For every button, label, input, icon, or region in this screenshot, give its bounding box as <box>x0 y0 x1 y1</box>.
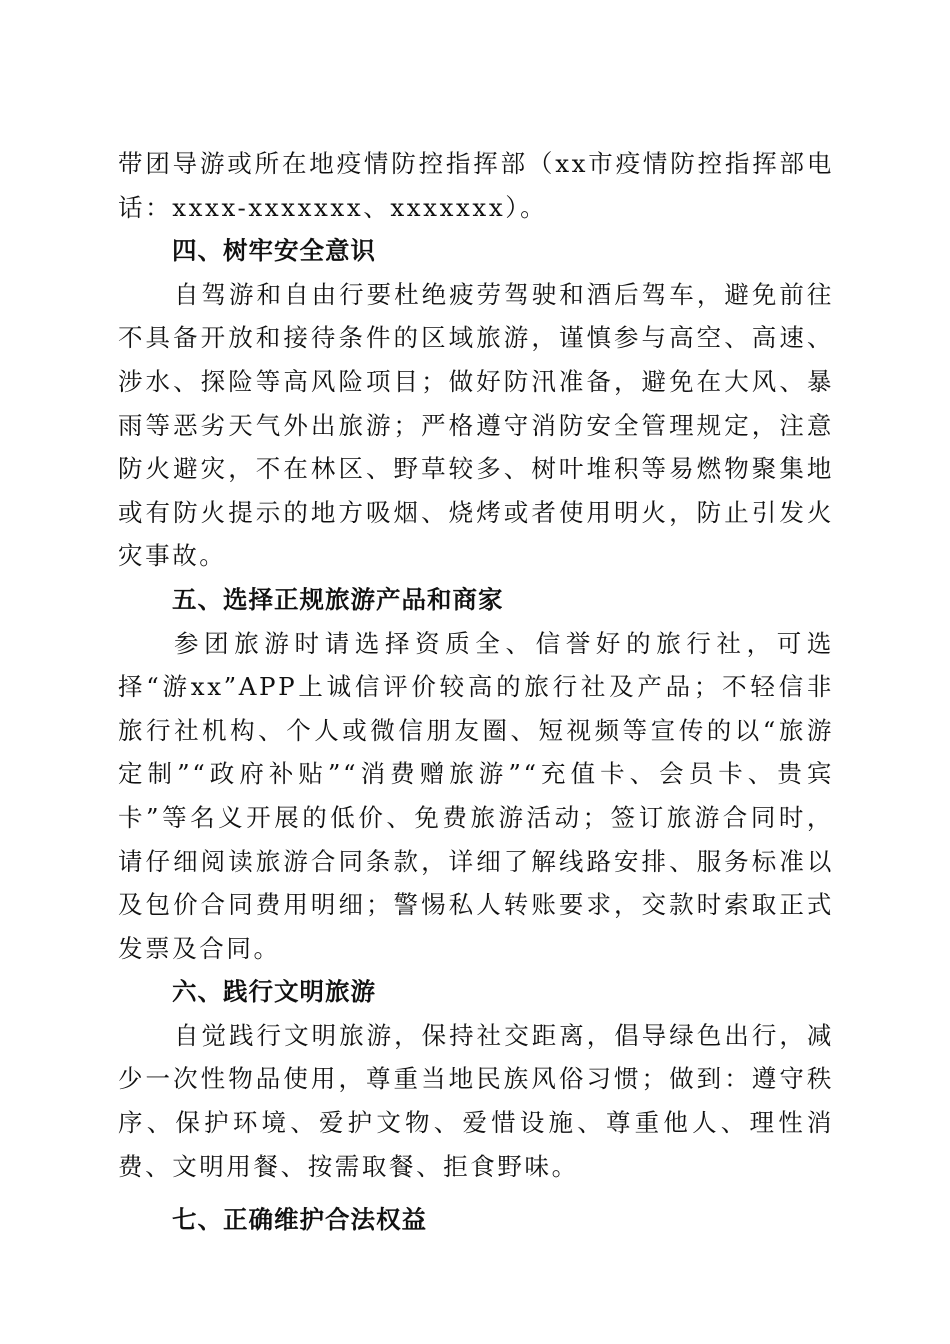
heading-section-6: 六、践行文明旅游 <box>172 977 376 1007</box>
heading-section-7: 七、正确维护合法权益 <box>172 1205 427 1235</box>
heading-section-4: 四、树牢安全意识 <box>172 236 376 266</box>
paragraph-civilized-tourism: 自觉践行文明旅游，保持社交距离，倡导绿色出行，减少一次性物品使用，尊重当地民族风俗习惯；做到：遵守秩序、保护环境、爱护文物、爱惜设施、尊重他人、理性消费、文明用餐、按需取餐、拒食野味。 <box>118 1020 834 1181</box>
document-body <box>118 142 834 1242</box>
paragraph-regular-products: 参团旅游时请选择资质全、信誉好的旅行社，可选择“游xx”APP上诚信评价较高的旅行社及产品；不轻信非旅行社机构、个人或微信朋友圈、短视频等宣传的以“旅游定制”“政府补贴”“消费赠旅游”“充值卡、会员卡、贵宾卡”等名义开展的低价、免费旅游活动；签订旅游合同时，请仔细阅读旅游合同条款，详细了解线路安排、服务标准以及包价合同费用明细；警惕私人转账要求，交款时索取正式发票及合同。 <box>118 628 834 963</box>
paragraph-safety-awareness: 自驾游和自由行要杜绝疲劳驾驶和酒后驾车，避免前往不具备开放和接待条件的区域旅游，谨慎参与高空、高速、涉水、探险等高风险项目；做好防汛准备，避免在大风、暴雨等恶劣天气外出旅游；严格遵守消防安全管理规定，注意防火避灾，不在林区、野草较多、树叶堆积等易燃物聚集地或有防火提示的地方吸烟、烧烤或者使用明火，防止引发火灾事故。 <box>118 279 834 571</box>
paragraph-contact-info: 带团导游或所在地疫情防控指挥部（xx市疫情防控指挥部电话：xxxx-xxxxxxx、xxxxxxx）。 <box>118 149 834 222</box>
heading-section-5: 五、选择正规旅游产品和商家 <box>172 584 504 614</box>
